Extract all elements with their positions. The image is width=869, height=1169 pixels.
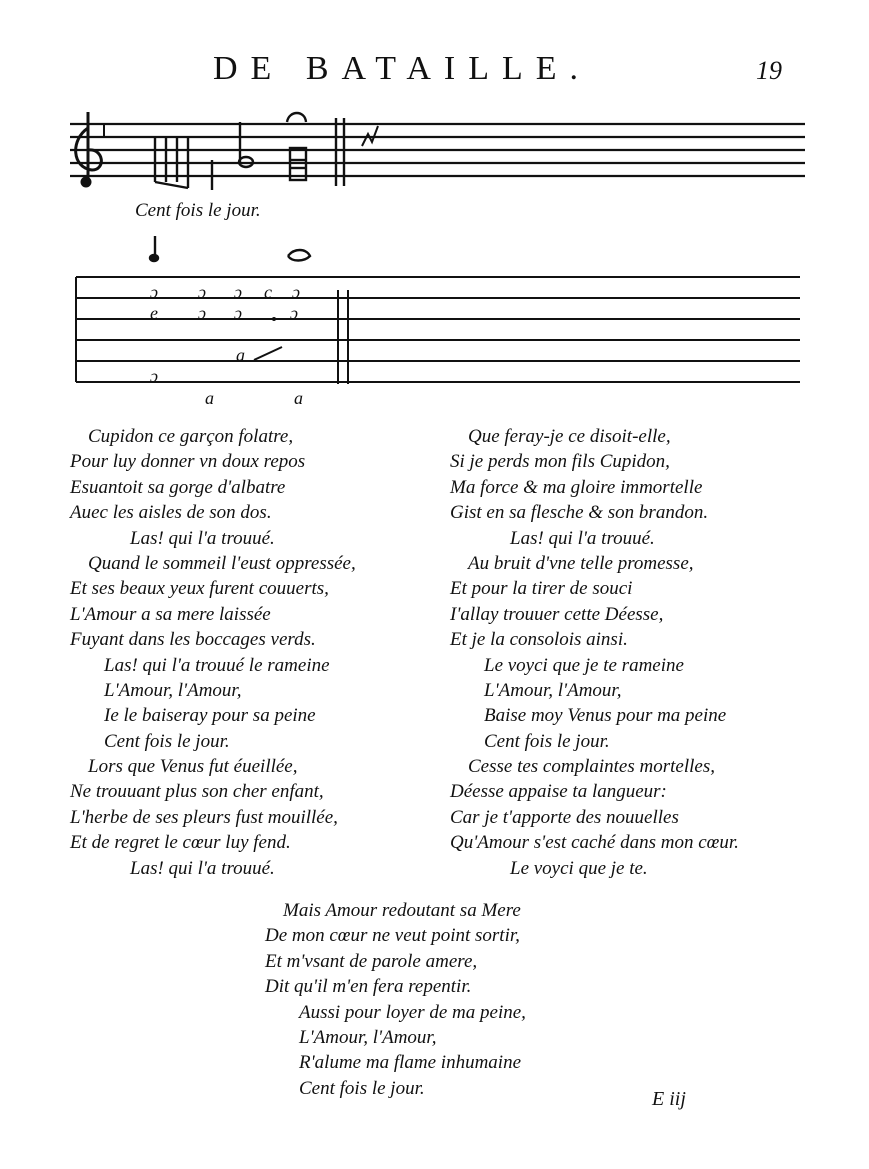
poem-line: Cent fois le jour. — [484, 730, 610, 752]
svg-text:a: a — [205, 388, 214, 408]
poem-line: Et m'vsant de parole amere, — [265, 950, 478, 972]
poem-line: Cesse tes complaintes mortelles, — [468, 756, 715, 778]
poem-line: Cent fois le jour. — [104, 730, 230, 752]
poem-line: Mais Amour redoutant sa Mere — [283, 900, 521, 921]
poem-line: R'alume ma flame inhumaine — [299, 1052, 521, 1074]
poem-line: Et je la consolois ainsi. — [450, 629, 628, 651]
poem-right-column — [450, 424, 739, 881]
music-notation — [0, 0, 869, 420]
svg-text:ɔ: ɔ — [292, 282, 300, 302]
poem-line: Qu'Amour s'est caché dans mon cœur. — [450, 832, 739, 854]
poem-line: Fuyant dans les boccages verds. — [70, 629, 316, 651]
poem-line: Car je t'apporte des nouuelles — [450, 806, 679, 828]
poem-line: Baise moy Venus pour ma peine — [484, 705, 727, 727]
svg-text:ɔ: ɔ — [234, 303, 242, 323]
poem-line: Et de regret le cœur luy fend. — [70, 832, 291, 854]
svg-text:e: e — [150, 303, 158, 323]
poem-final-stanza — [265, 898, 526, 1101]
signature-mark: E iij — [652, 1088, 686, 1110]
poem-line: Et pour la tirer de souci — [450, 578, 633, 600]
svg-text:ɔ: ɔ — [198, 303, 206, 323]
svg-text:ɔ: ɔ — [290, 303, 298, 323]
poem-line: Quand le sommeil l'eust oppressée, — [88, 552, 356, 574]
svg-text:a: a — [294, 388, 303, 408]
tablature-slur — [254, 347, 282, 360]
music-lyric: Cent fois le jour. — [135, 200, 261, 221]
svg-text:c: c — [264, 282, 272, 302]
poem-line: L'herbe de ses pleurs fust mouillée, — [70, 806, 338, 828]
poem-line: Et ses beaux yeux furent couuerts, — [70, 578, 329, 600]
svg-text:ɔ: ɔ — [198, 282, 206, 302]
svg-text:a: a — [236, 345, 245, 365]
poem-line: Cupidon ce garçon folatre, — [88, 426, 294, 447]
poem-line: Le voyci que je te. — [510, 857, 648, 879]
poem-line: Las! qui l'a trouué. — [510, 527, 655, 549]
poem-line: L'Amour, l'Amour, — [104, 679, 242, 701]
poem-line: Si je perds mon fils Cupidon, — [450, 451, 670, 473]
poem-line: Las! qui l'a trouué. — [130, 527, 275, 549]
svg-text:ɔ: ɔ — [150, 282, 158, 302]
poem-line: L'Amour a sa mere laissée — [70, 603, 271, 625]
poem-line: Cent fois le jour. — [299, 1077, 425, 1099]
poem-line: Que feray-je ce disoit-elle, — [468, 426, 671, 447]
poem-line: Le voyci que je te rameine — [484, 654, 684, 676]
poem-line: Pour luy donner vn doux repos — [70, 451, 306, 473]
poem-line: Las! qui l'a trouué le rameine — [104, 654, 330, 676]
tablature-letters — [150, 282, 303, 408]
music-staff — [70, 124, 805, 176]
poem-line: Auec les aisles de son dos. — [70, 502, 272, 524]
tablature-staff — [76, 277, 800, 384]
poem-line: Esuantoit sa gorge d'albatre — [70, 476, 286, 498]
poem-line: Au bruit d'vne telle promesse, — [468, 552, 694, 574]
page-number: 19 — [756, 56, 782, 85]
poem-line: L'Amour, l'Amour, — [484, 679, 622, 701]
poem-line: Ie le baiseray pour sa peine — [104, 705, 316, 727]
poem-line: Ma force & ma gloire immortelle — [450, 476, 703, 498]
poem-line: Aussi pour loyer de ma peine, — [299, 1001, 526, 1023]
poem-line: Ne trouuant plus son cher enfant, — [70, 781, 324, 803]
poem-line: Dit qu'il m'en fera repentir. — [265, 976, 472, 998]
poem-line: L'Amour, l'Amour, — [299, 1026, 437, 1048]
poem-line: I'allay trouuer cette Déesse, — [450, 603, 664, 625]
svg-text:ɔ: ɔ — [234, 282, 242, 302]
poem-left-column — [70, 424, 356, 881]
poem-line: De mon cœur ne veut point sortir, — [265, 925, 520, 947]
svg-text:ɔ: ɔ — [150, 366, 158, 386]
poem-line: Déesse appaise ta langueur: — [450, 781, 667, 803]
poem-line: Lors que Venus fut éueillée, — [88, 756, 298, 778]
poem-line: Las! qui l'a trouué. — [130, 857, 275, 879]
page-header-title: DE BATAILLE. — [213, 50, 592, 87]
poem-line: Gist en sa flesche & son brandon. — [450, 502, 709, 524]
tablature-rhythm-signs — [150, 236, 310, 261]
